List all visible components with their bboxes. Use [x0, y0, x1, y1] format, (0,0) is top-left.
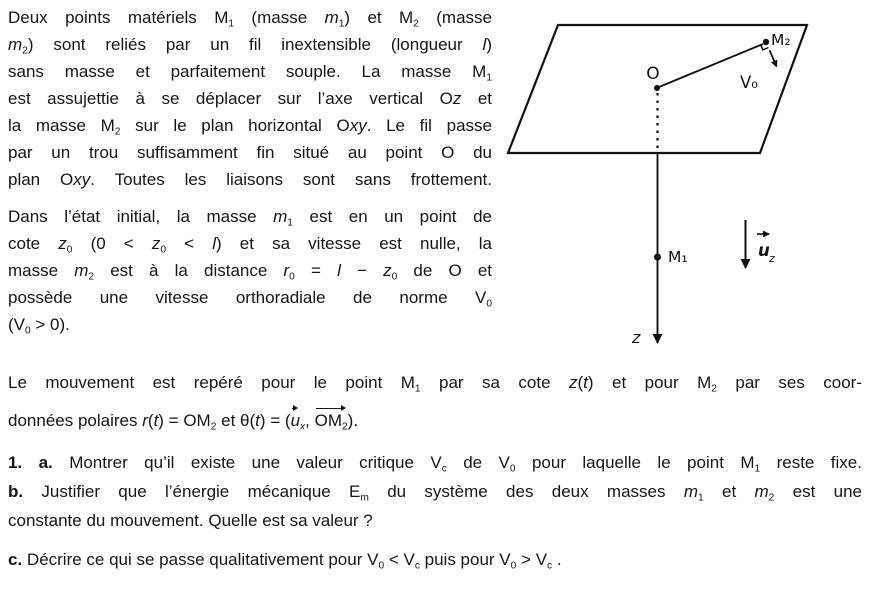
para1-line-4: est assujettie à se déplacer sur l’axe vertical Oz et [8, 89, 492, 108]
v0-arrow [770, 50, 777, 66]
point-o-dot [654, 85, 660, 91]
question-1b-line2: constante du mouvement. Quelle est sa valeur ? [8, 511, 373, 530]
question-1c: c. Décrire ce qui se passe qualitativement pour $V_0 < V_c$ puis pour $V_0 > V_c$ . [8, 550, 562, 572]
question-1b-line1: b. Justifier que l’énergie mécanique $E_m$ du système des deux masses $m_1$ et $m_2$ est une [8, 482, 862, 504]
label-v0: V₀ [740, 73, 758, 92]
label-m1: M₁ [668, 248, 688, 266]
para2-line-1: Dans l’état initial, la masse $m_1$ est en un point de [8, 207, 492, 229]
para1-line-2: $m_2$) sont reliés par un fil inextensible (longueur l) [8, 35, 492, 57]
point-m2-dot [763, 39, 769, 45]
label-origin: O [646, 64, 660, 84]
para3-line-1: Le mouvement est repéré pour le point $M_1$ par sa cote z(t) et pour $M_2$ par ses coor- [8, 373, 862, 395]
para2-line-5: $(V_0 > 0)$. [8, 315, 70, 337]
label-uz-base: u [758, 241, 770, 260]
para1-line-3: sans masse et parfaitement souple. La masse $M_1$ [8, 62, 492, 84]
label-z-axis: z [632, 328, 641, 347]
para1-line-1: Deux points matériels $M_1$ (masse $m_1$) et $M_2$ (masse [8, 8, 492, 30]
para1-line-7: plan Oxy. Toutes les liaisons sont sans frottement. [8, 170, 492, 189]
question-1a: 1. a. Montrer qu’il existe une valeur critique $V_c$ de $V_0$ pour laquelle le point $M_1$ reste fixe. [8, 453, 862, 475]
para2-line-3: masse $m_2$ est à la distance $r_0 = l - z_0$ de O et [8, 261, 493, 283]
para2-line-4: possède une vitesse orthoradiale de norme $V_0$ [8, 288, 492, 310]
point-m1-dot [654, 254, 661, 261]
label-uz-sub: z [769, 252, 775, 265]
para2-line-2: cote $z_0$ $(0 < z_0 < l)$ et sa vitesse est nulle, la [8, 234, 493, 256]
para1-line-6: par un trou suffisamment fin situé au point O du [8, 143, 492, 162]
para1-line-5: la masse $M_2$ sur le plan horizontal Oxy. Le fil passe [8, 116, 492, 138]
para3-line-2: données polaires $r(t) = OM_2$ et $\theta(t) = (u_x$, $OM_2$). [8, 411, 359, 433]
label-m2: M₂ [771, 31, 791, 49]
